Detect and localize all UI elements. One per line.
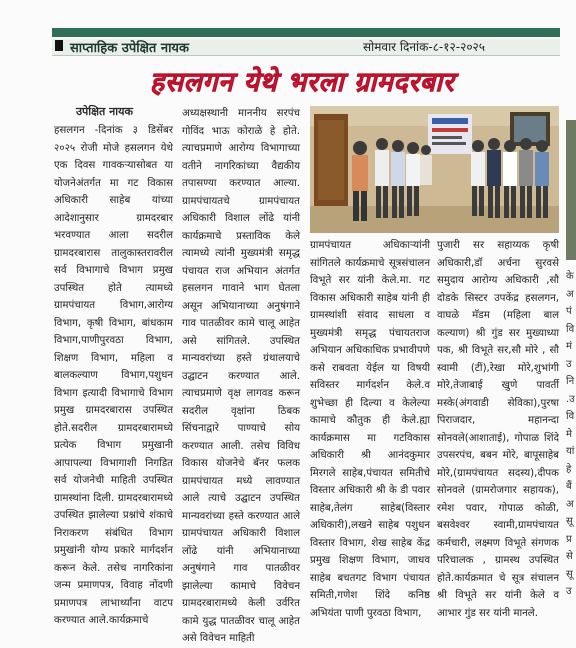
article-column-2: अध्यक्षस्थानी माननीय सरपंच गोविंद भाऊ कोराळे हे होते. त्याचप्रमाणे आरोग्य विभागाच्या वतीने नागरिकांच्या वैद्यकीय तपासण्या करण्यात आल्या. ग्रामपंचायतचे ग्रामपंचायत अधिकारी विशाल लोंढे यांनी कार्यक्रमाचे प्रस्ताविक केले त्यामध्ये त्यांनी मुख्यमंत्री समृद्ध पंचायत राज अभियान अंतर्गत हसलगन गावाने भाग घेतला असून अभियानाच्या अनुषंगाने गाव पातळीवर कामे चालू आहेत असे सांगितले. उपस्थित मान्यवरांच्या हस्ते ग्रंथालयाचे उद्घाटन करण्यात आले. त्याचप्रमाणे वृक्ष लागवड करून सदरील वृक्षांना ठिबक सिंचनाद्वारे पाण्याचे सोय करण्यात आली. तसेच विविध विकास योजनेचे बॅनर फलक ग्रामपंचायत मध्ये लावण्यात आले त्याचे उद्घाटन उपस्थित मान्यवरांच्या हस्ते करण्यात आले ग्रामपंचायत अधिकारी विशाल लोंढे यांनी अभियानाच्या अनुषंगाने गाव पातळीवर झालेल्या कामाचे विवेचन ग्रामदरबारामध्ये केली उर्वरित कामे युद्ध पातळीवर चालू आहेत असे विवेचन माहिती bbox=[182, 108, 300, 644]
adjacent-column-fragment: उ bbox=[566, 358, 572, 370]
masthead-block-icon bbox=[55, 40, 63, 51]
news-photo bbox=[310, 106, 559, 233]
headline-container bbox=[44, 62, 560, 102]
adjacent-column-fragment: मे bbox=[566, 428, 572, 440]
article-column-4: पुजारी सर सहाय्यक कृषी अधिकारी,डॉ अर्चना सुरवसे समुदाय आरोग्य अधिकारी ,सौ दोडके सिस्टर उपकेंद्र हसलगन, वाघळे मॅडम (महिला बाल कल्याण) श्री गुंड सर मुख्याध्या पक, श्री विभूते सर,सौ मोरे , सौ स्वामी (टीं),रेखा मोरे,शुभांगी मोरे,तेजाबाई खुणे पावर्ती मस्के(अंगवाडी सेविका),पुरषा पिराजदार, महानन्दा सोनवले(आशाताई), गोपाळ शिंदे उपसरपंच, बबन मोरे, बापूसाहेब मोरे,(ग्रामपंचायत सदस्य),दीपक सोनवले (ग्रामरोजगार सहायक), रमेश पवार, गोपाळ कोळी, बसवेश्वर स्वामी,ग्रामपंचायत कर्मचारी, लक्ष्मण विभूते संगणक परिचालक , ग्रामस्थ उपस्थित होते.कार्यक्रमात चे सूत्र संचालन श्री विभूते सर यांनी केले व आभार गुंड सर यांनी मानले. bbox=[437, 240, 559, 619]
adjacent-article-column bbox=[566, 268, 576, 628]
adjacent-column-fragment: अ bbox=[566, 288, 574, 300]
adjacent-column-fragment: बैं bbox=[566, 481, 572, 492]
adjacent-column-fragment: से bbox=[566, 551, 573, 562]
adjacent-column-fragment: अ bbox=[566, 498, 574, 510]
article-column-3: ग्रामपंचायत अधिकाऱ्यांनी सांगितले कार्यक्रमाचे सूत्रसंचालन विभूते सर यांनी केले.मा. गट विकास अधिकारी साहेब यांनी ही ग्रामस्थांशी संवाद साधला व मुख्यमंत्री समृद्ध पंचायतराज अभियान अधिकाधिक प्रभावीपणे कसे राबवता येईल या विषयी सविस्तर मार्गदर्शन केले.व शुभेच्छा ही दिल्या व केलेल्या कामाचे कौतुक ही केले.ह्या कार्यक्रमास मा गटविकास अधिकारी श्री आनंदकुमार मिरगले साहेब,पंचायत समितीचे विस्तार अधिकारी श्री के डी पवार साहेब,तेलंग साहेब(विस्तार अधिकारी),लखने साहेब पशुधन विस्तार विभाग, शेख साहेब केंद्र प्रमुख शिक्षण विभाग, जाधव साहेब बचतगट विभाग पंचायत समिती,गणेश शिंदे कनिष्ठ अभियंता पाणी पुरवठा विभाग, bbox=[310, 240, 430, 619]
article-headline: हसलगन येथे भरला ग्रामदरबार bbox=[149, 67, 455, 98]
adjacent-column-fragment: सू bbox=[566, 516, 573, 527]
adjacent-column-fragment: हे bbox=[566, 463, 572, 475]
group-photo-image bbox=[310, 106, 559, 233]
adjacent-column-fragment: वि bbox=[566, 411, 575, 422]
masthead-bar bbox=[52, 28, 560, 37]
byline: उपेक्षित नायक bbox=[76, 105, 133, 118]
adjacent-column-fragment: उ bbox=[566, 586, 572, 597]
adjacent-column-fragment: .उ bbox=[566, 393, 575, 405]
article-column-1: हसलगन -दिनांक ३ डिसेंबर २०२५ रोजी मोजे हसलगन येथे एक दिवस गावकऱ्यासोबत या योजनेअंतर्गत मा गट विकास अधिकारी साहेब यांच्या आदेशानुसार ग्रामदरबार भरवण्यात आला सदरील ग्रामदरबारास तालुकास्तरावरील सर्व विभागाचे विभाग प्रमुख उपस्थित होते त्यामध्ये ग्रामपंचायत विभाग,आरोग्य विभाग, कृषी विभाग, बांधकाम विभाग,पाणीपुरवठा विभाग, शिक्षण विभाग, महिला व बालकल्याण विभाग,पशुधन विभाग इत्यादी विभागाचे विभाग प्रमुख ग्रामदरबारास उपस्थित होते.सदरील ग्रामदरबारामध्ये प्रत्येक विभाग प्रमुखानी आपापल्या विभागाशी निगडित सर्व योजनेची माहिती उपस्थित ग्रामस्थांना दिली. ग्रामदरबारामध्ये उपस्थित झालेल्या प्रश्नांचे शंकाचे निराकरण संबंधित विभाग प्रमुखांनी योग्य प्रकारे मार्गदर्शन करून केले. तसेच नागरिकांना जन्म प्रमाणपत्र, विवाह नोंदणी प्रमाणपत्र लाभार्थ्यांना वाटप करण्यात आले.कार्यक्रमाचे bbox=[54, 125, 173, 626]
adjacent-column-fragment: के bbox=[566, 271, 574, 282]
adjacent-column-fragment: मं bbox=[566, 341, 572, 352]
adjacent-column-fragment: यां bbox=[566, 446, 575, 457]
adjacent-photo-edge bbox=[566, 120, 576, 260]
adjacent-column-fragment: नि bbox=[566, 376, 575, 387]
adjacent-column-fragment: सू bbox=[566, 568, 573, 580]
issue-date: सोमवार दिनांक-८-१२-२०२५ bbox=[363, 40, 486, 54]
adjacent-column-fragment: प्र bbox=[566, 533, 572, 545]
adjacent-column-fragment: पं bbox=[566, 306, 572, 317]
adjacent-column-fragment: वि bbox=[566, 323, 575, 335]
paper-name: साप्ताहिक उपेक्षित नायक bbox=[70, 41, 189, 56]
